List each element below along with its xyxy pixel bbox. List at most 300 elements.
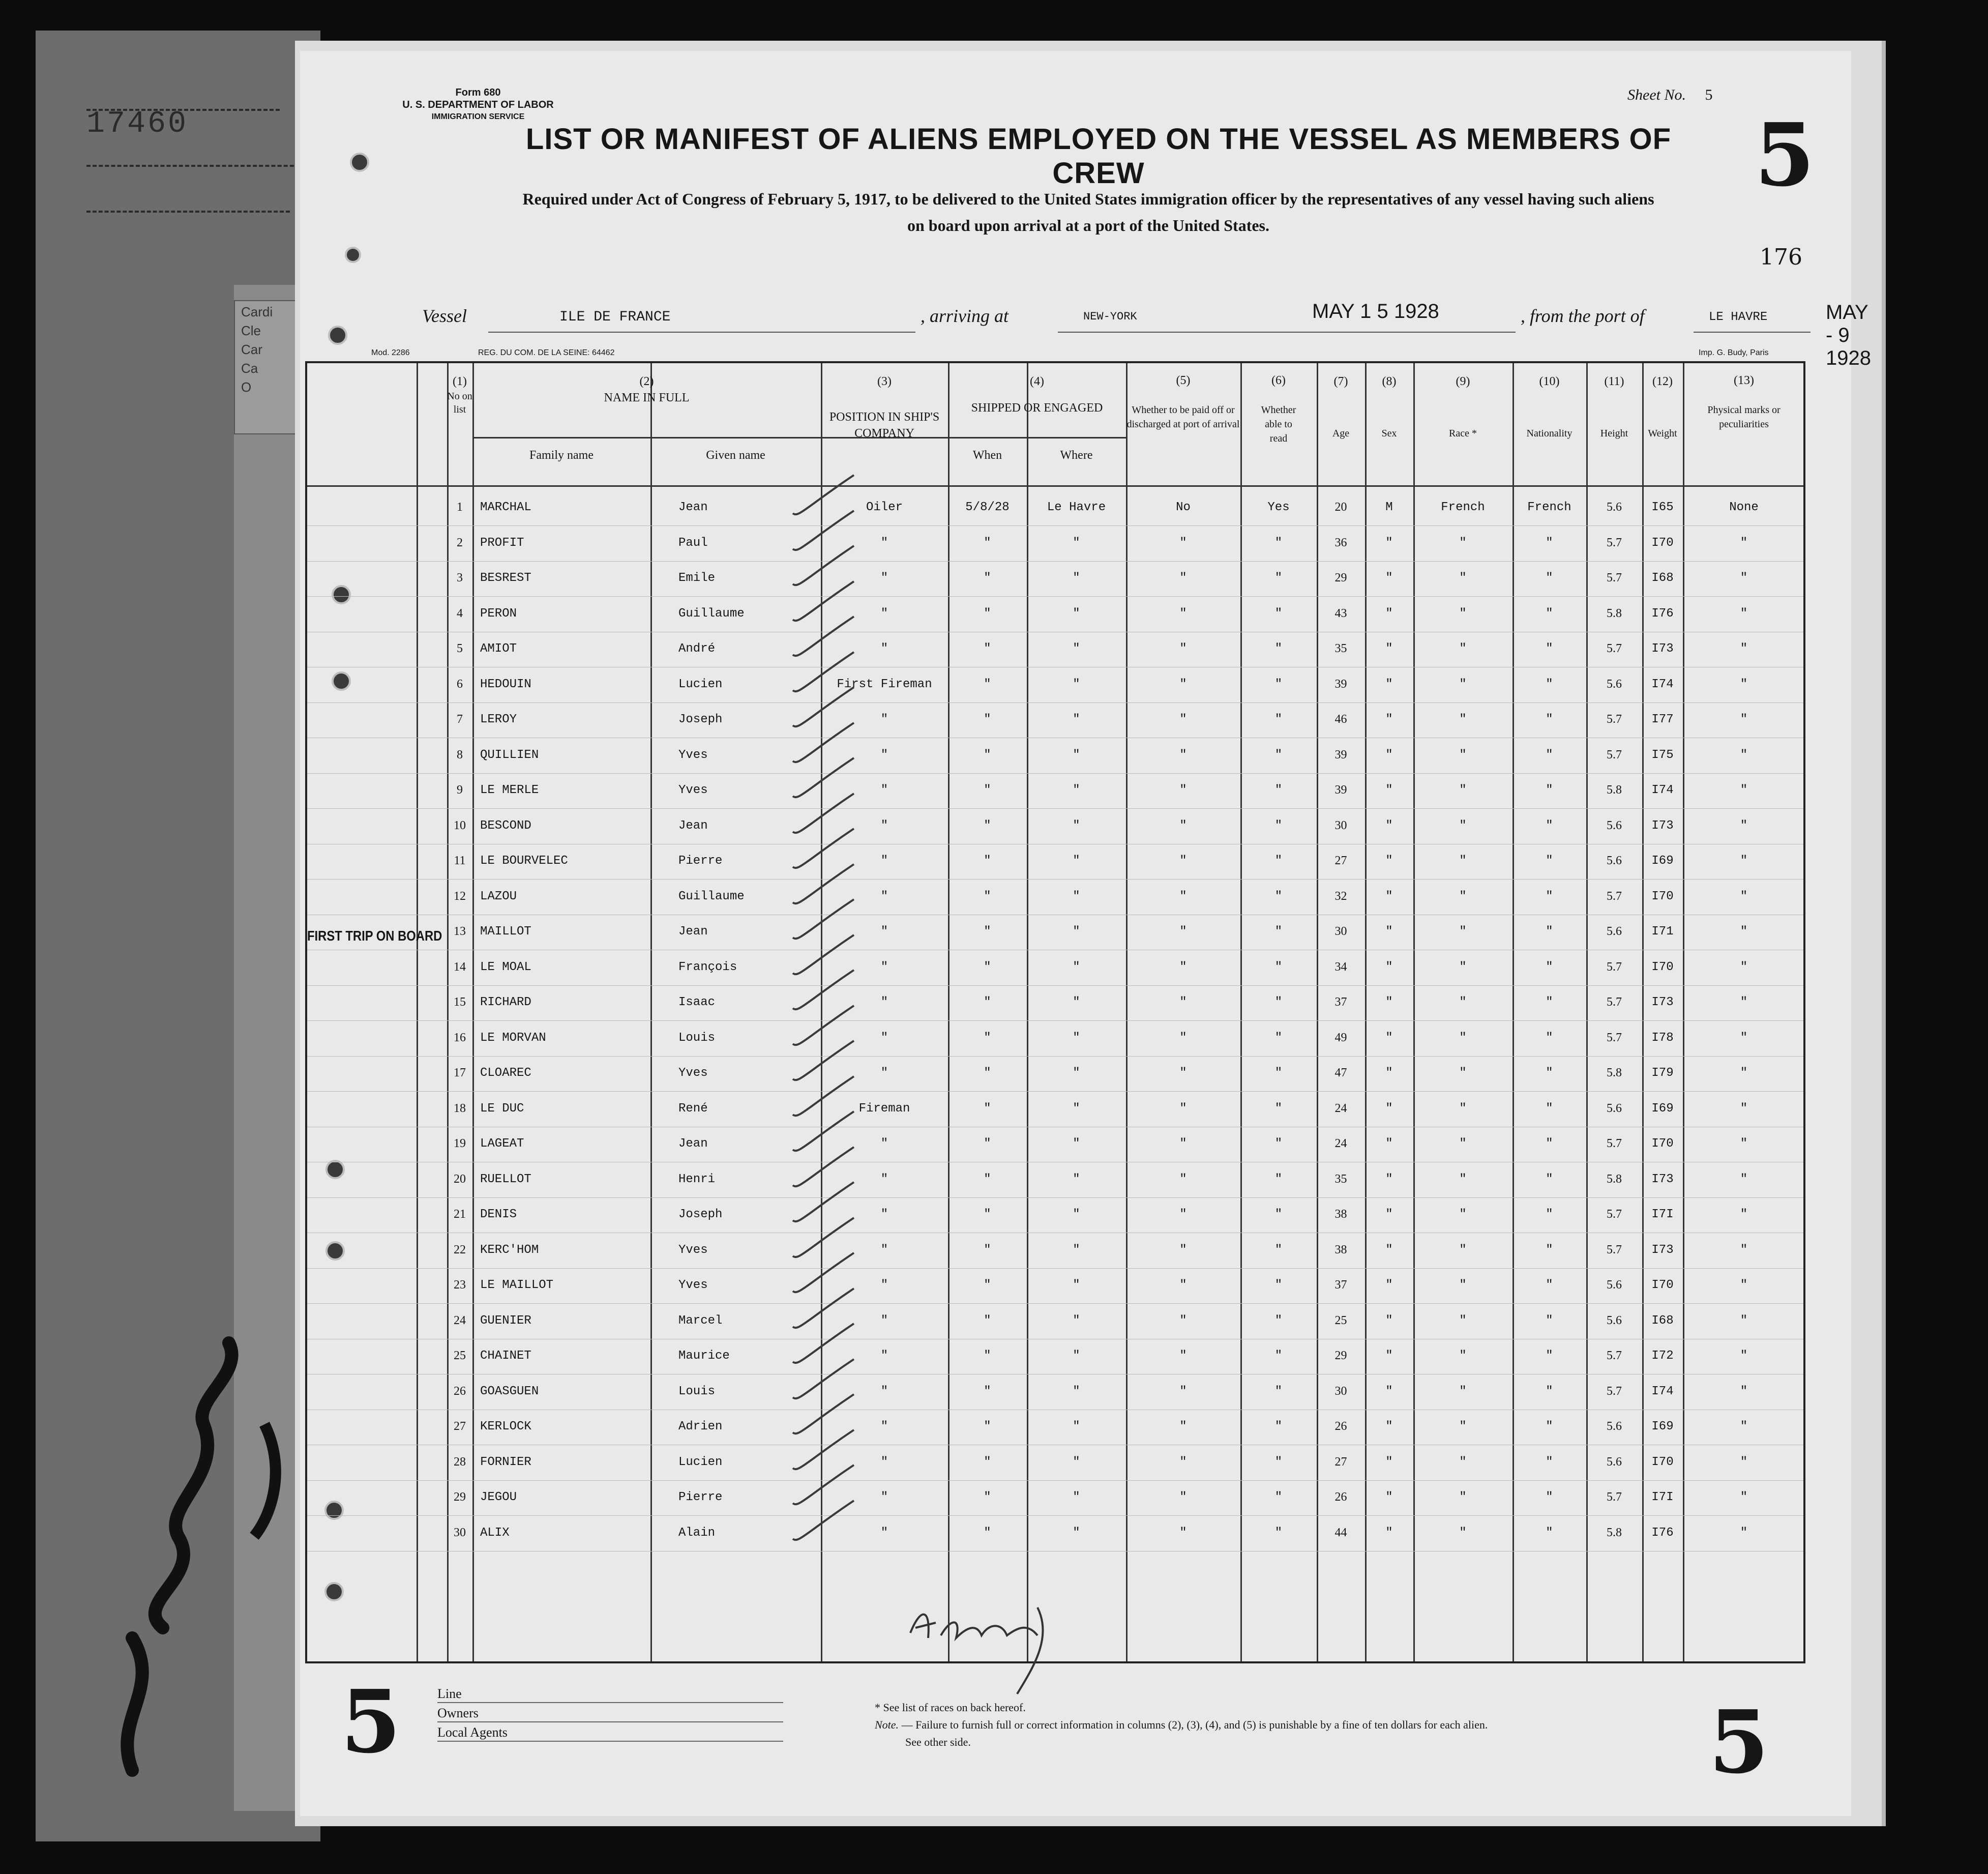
shipped-where: " [1073,1384,1080,1398]
paid-off: " [1179,1208,1187,1221]
able-to-read: " [1274,854,1283,868]
able-to-read: " [1274,1349,1283,1363]
family-name: KERLOCK [480,1420,531,1433]
sex: " [1385,748,1393,762]
position: Oiler [866,501,903,514]
position: " [880,1313,888,1328]
race: " [1459,854,1467,868]
shipped-when: 5/8/28 [965,501,1010,514]
nationality: " [1546,713,1553,726]
given-name: Yves [678,1243,708,1257]
age: 30 [1334,1384,1347,1398]
nationality: " [1546,960,1553,974]
col12-header [1642,373,1683,442]
age: 37 [1334,1278,1347,1292]
able-to-read: " [1274,1208,1283,1221]
first-trip-note: FIRST TRIP ON BOARD [307,928,442,944]
weight: I68 [1651,571,1674,585]
table-row [307,1021,1803,1057]
shipped-where: " [1073,748,1080,762]
weight: I74 [1651,677,1674,691]
paid-off: " [1179,1455,1187,1469]
height: 5.6 [1607,1313,1622,1327]
family-name: CLOAREC [480,1066,531,1080]
family-name: BESCOND [480,818,531,833]
local-agents-label: Local Agents [437,1725,508,1740]
able-to-read: " [1274,1066,1283,1080]
table-row [307,1516,1803,1551]
weight: I74 [1651,783,1674,797]
age: 30 [1334,925,1347,938]
physical-marks: " [1740,606,1748,621]
nationality: " [1546,783,1553,797]
col6-num: (6) [1271,374,1286,387]
height: 5.8 [1607,606,1622,620]
family-name: MARCHAL [480,501,531,514]
paid-off: " [1179,960,1187,974]
arriving-label: , arriving at [921,306,1009,326]
nationality: " [1546,1137,1553,1151]
col7-label: Age [1332,428,1350,439]
family-name: CHAINET [480,1349,531,1363]
family-name: PERON [480,606,517,621]
row-number: 30 [454,1526,466,1539]
height: 5.7 [1607,995,1622,1009]
race: " [1459,677,1467,691]
shipped-where: " [1073,677,1080,691]
sex: " [1385,1101,1393,1116]
footer-fields [437,1684,783,1742]
shipped-where: " [1073,536,1080,550]
nationality: " [1546,606,1553,621]
table-row [307,1162,1803,1198]
given-name: René [678,1101,708,1116]
race: " [1459,1278,1467,1292]
age: 29 [1334,1349,1347,1362]
able-to-read: " [1274,995,1283,1009]
given-name: Yves [678,1278,708,1292]
paid-off: " [1179,783,1187,797]
position: " [880,1420,888,1433]
shipped-when: " [984,889,991,903]
col2-label: NAME IN FULL [604,391,690,404]
sex: " [1385,1420,1393,1433]
sex: " [1385,1031,1393,1045]
height: 5.7 [1607,536,1622,549]
physical-marks: " [1740,995,1748,1009]
position: " [880,571,888,585]
weight: I65 [1651,501,1674,514]
row-number: 9 [457,783,463,797]
from-port-label: , from the port of [1521,306,1645,326]
race: " [1459,1031,1467,1045]
see-other-side: See other side. [905,1736,971,1748]
crew-manifest-table [305,361,1805,1663]
arrival-date-stamp: MAY 1 5 1928 [1312,300,1439,323]
race: " [1459,1349,1467,1363]
height: 5.8 [1607,1172,1622,1186]
given-name: Louis [678,1031,716,1045]
col3-label: POSITION IN SHIP'S COMPANY [829,411,940,440]
table-row [307,1374,1803,1410]
height: 5.6 [1607,1278,1622,1292]
given-name: Yves [678,783,708,797]
paid-off: " [1179,713,1187,726]
background-stamp: 17460 [86,102,320,214]
shipped-where: " [1073,960,1080,974]
nationality: " [1546,677,1553,691]
able-to-read: " [1274,1313,1283,1328]
departure-date-stamp: MAY - 9 1928 [1826,301,1871,369]
shipped-where: " [1073,854,1080,868]
col7-header [1317,373,1365,442]
position: " [880,1278,888,1292]
paid-off: " [1179,818,1187,833]
age: 39 [1334,783,1347,797]
sex: " [1385,1455,1393,1469]
family-name: GUENIER [480,1313,531,1328]
shipped-where: " [1073,1066,1080,1080]
table-row [307,915,1803,950]
able-to-read: " [1274,536,1283,550]
position: " [880,1031,888,1045]
table-row [307,526,1803,562]
row-number: 3 [457,571,463,584]
given-name: Emile [678,571,716,585]
paid-off: " [1179,1526,1187,1540]
nationality: " [1546,571,1553,585]
weight: I70 [1651,536,1674,550]
family-name: AMIOT [480,642,517,656]
shipped-when: " [984,571,991,585]
row-number: 16 [454,1031,466,1044]
height: 5.6 [1607,677,1622,691]
family-name: LE MORVAN [480,1031,546,1045]
position: " [880,1137,888,1151]
age: 36 [1334,536,1347,549]
family-name: PROFIT [480,536,524,550]
position: " [880,536,888,550]
family-name: LE DUC [480,1101,524,1116]
position: " [880,1066,888,1080]
given-name: Jean [678,925,708,939]
shipped-when: " [984,536,991,550]
nationality: " [1546,748,1553,762]
table-row [307,880,1803,915]
weight: I73 [1651,1243,1674,1257]
nationality: " [1546,1490,1553,1504]
weight: I73 [1651,1172,1674,1186]
table-row [307,702,1803,738]
given-name: Paul [678,536,708,550]
age: 25 [1334,1313,1347,1327]
shipped-where: Le Havre [1047,501,1106,514]
row-number: 2 [457,536,463,549]
shipped-when: " [984,1066,991,1080]
sheet-number [1627,86,1712,104]
race: " [1459,1137,1467,1151]
height: 5.7 [1607,1243,1622,1256]
shipped-when: " [984,1526,991,1540]
given-name: Guillaume [678,889,745,903]
race: " [1459,713,1467,726]
position: First Fireman [837,677,932,691]
height: 5.7 [1607,748,1622,762]
physical-marks: " [1740,1313,1748,1328]
form-number: Form 680 [455,87,501,98]
card-text: Car [241,342,262,357]
race: " [1459,1243,1467,1257]
sex: " [1385,854,1393,868]
nationality: " [1546,1101,1553,1116]
age: 49 [1334,1031,1347,1044]
col1-num: (1) [453,375,467,388]
height: 5.6 [1607,925,1622,938]
sex: " [1385,1278,1393,1292]
paid-off: " [1179,1313,1187,1328]
row-number: 10 [454,818,466,832]
position: " [880,995,888,1009]
given-name: Marcel [678,1313,723,1328]
family-name: LAGEAT [480,1137,524,1151]
age: 46 [1334,713,1347,726]
race: " [1459,642,1467,656]
family-name: LE BOURVELEC [480,854,568,868]
height: 5.7 [1607,1031,1622,1044]
nationality: " [1546,889,1553,903]
physical-marks: " [1740,1384,1748,1398]
age: 30 [1334,818,1347,832]
physical-marks: " [1740,1172,1748,1186]
paid-off: " [1179,889,1187,903]
sex: " [1385,1490,1393,1504]
weight: I68 [1651,1313,1674,1328]
position: " [880,713,888,726]
shipped-where: " [1073,606,1080,621]
physical-marks: " [1740,1243,1748,1257]
race: French [1441,501,1485,514]
position: " [880,783,888,797]
registration-text: REG. DU COM. DE LA SEINE: 64462 [478,348,615,357]
shipped-when: " [984,1490,991,1504]
col2-num: (2) [639,375,654,388]
shipped-where: " [1073,1101,1080,1116]
footer-note [875,1699,1714,1751]
race: " [1459,606,1467,621]
printer-mark: Imp. G. Budy, Paris [1699,348,1769,357]
paid-off: " [1179,1031,1187,1045]
weight: I70 [1651,1278,1674,1292]
paid-off: " [1179,1278,1187,1292]
family-name: FORNIER [480,1455,531,1469]
table-row [307,773,1803,809]
sex: " [1385,783,1393,797]
footer-big-number-left: 5 [341,1671,401,1773]
physical-marks: " [1740,1455,1748,1469]
family-name: BESREST [480,571,531,585]
age: 24 [1334,1101,1347,1115]
race: " [1459,1384,1467,1398]
race: " [1459,748,1467,762]
sex: M [1385,501,1393,514]
family-name: LEROY [480,713,517,726]
shipped-when: " [984,854,991,868]
nationality: " [1546,1031,1553,1045]
position: " [880,748,888,762]
able-to-read: " [1274,960,1283,974]
shipped-when: " [984,960,991,974]
sheet-label: Sheet No. [1627,86,1686,103]
weight: I79 [1651,1066,1674,1080]
col11-label: Height [1600,428,1628,439]
able-to-read: " [1274,1101,1283,1116]
shipped-when: " [984,1349,991,1363]
department-name: U. S. DEPARTMENT OF LABOR [402,99,554,110]
sheet-value: 5 [1705,86,1713,103]
able-to-read: " [1274,1490,1283,1504]
race: " [1459,536,1467,550]
physical-marks: " [1740,925,1748,939]
shipped-when: " [984,1313,991,1328]
nationality: " [1546,1313,1553,1328]
paid-off: No [1176,501,1191,514]
row-number: 27 [454,1420,466,1433]
sex: " [1385,606,1393,621]
page-title: LIST OR MANIFEST OF ALIENS EMPLOYED ON THE VESSEL AS MEMBERS OF CREW [525,123,1672,190]
weight: I70 [1651,1137,1674,1151]
weight: I69 [1651,854,1674,868]
physical-marks: " [1740,1349,1748,1363]
able-to-read: " [1274,925,1283,939]
nationality: French [1527,501,1571,514]
row-number: 25 [454,1349,466,1362]
given-name: Yves [678,1066,708,1080]
row-number: 21 [454,1208,466,1221]
paid-off: " [1179,606,1187,621]
sex: " [1385,642,1393,656]
col4-num: (4) [1030,375,1044,388]
table-row [307,1268,1803,1304]
physical-marks: " [1740,1066,1748,1080]
shipped-where: " [1073,1172,1080,1186]
shipped-where: " [1073,783,1080,797]
race: " [1459,571,1467,585]
race: " [1459,1208,1467,1221]
shipped-when: " [984,783,991,797]
physical-marks: " [1740,783,1748,797]
nationality: " [1546,1420,1553,1433]
age: 26 [1334,1420,1347,1433]
family-name: RICHARD [480,995,531,1009]
shipped-where: " [1073,1420,1080,1433]
family-name: KERC'HOM [480,1243,539,1257]
table-row [307,1197,1803,1233]
height: 5.6 [1607,501,1622,514]
table-row [307,1480,1803,1516]
given-name: André [678,642,716,656]
given-name: Louis [678,1384,716,1398]
table-row [307,1233,1803,1269]
able-to-read: " [1274,571,1283,585]
physical-marks: " [1740,1208,1748,1221]
weight: I73 [1651,995,1674,1009]
able-to-read: " [1274,1278,1283,1292]
height: 5.6 [1607,854,1622,867]
position: " [880,1526,888,1540]
nationality: " [1546,1526,1553,1540]
able-to-read: " [1274,783,1283,797]
paid-off: " [1179,1172,1187,1186]
table-row [307,844,1803,880]
shipped-when: " [984,1172,991,1186]
row-number: 17 [454,1066,466,1079]
able-to-read: " [1274,1172,1283,1186]
able-to-read: " [1274,818,1283,833]
shipped-where: " [1073,1137,1080,1151]
row-number: 5 [457,642,463,655]
punch-hole [345,247,361,263]
height: 5.7 [1607,1208,1622,1221]
table-row [307,632,1803,667]
table-row [307,950,1803,986]
nationality: " [1546,642,1553,656]
physical-marks: " [1740,748,1748,762]
position: " [880,889,888,903]
given-name: François [678,960,737,974]
paid-off: " [1179,1066,1187,1080]
given-name: Pierre [678,1490,723,1504]
punch-hole [350,153,369,172]
weight: I74 [1651,1384,1674,1398]
shipped-when: " [984,1101,991,1116]
sex: " [1385,571,1393,585]
position: " [880,854,888,868]
height: 5.8 [1607,783,1622,797]
family-name: JEGOU [480,1490,517,1504]
nationality: " [1546,925,1553,939]
height: 5.7 [1607,1349,1622,1362]
sex: " [1385,995,1393,1009]
sex: " [1385,925,1393,939]
paid-off: " [1179,642,1187,656]
col6-label: Whether able to read [1261,404,1296,444]
given-name: Adrien [678,1420,723,1433]
row-number: 24 [454,1313,466,1327]
able-to-read: " [1274,606,1283,621]
row-number: 26 [454,1384,466,1398]
nationality: " [1546,1243,1553,1257]
col10-header [1512,373,1586,442]
family-name: LE MAILLOT [480,1278,554,1292]
paid-off: " [1179,748,1187,762]
weight: I69 [1651,1420,1674,1433]
col12-num: (12) [1652,375,1673,388]
height: 5.8 [1607,1526,1622,1539]
shipped-when: " [984,818,991,833]
family-name: ALIX [480,1526,510,1540]
handwritten-signature [900,1587,1053,1699]
weight: I7I [1651,1490,1674,1504]
shipped-when: " [984,713,991,726]
position: " [880,1384,888,1398]
weight: I78 [1651,1031,1674,1045]
shipped-where: " [1073,1243,1080,1257]
table-row [307,1339,1803,1374]
family-name: MAILLOT [480,925,531,939]
col2-header [472,373,821,406]
row-number: 22 [454,1243,466,1256]
paid-off: " [1179,571,1187,585]
